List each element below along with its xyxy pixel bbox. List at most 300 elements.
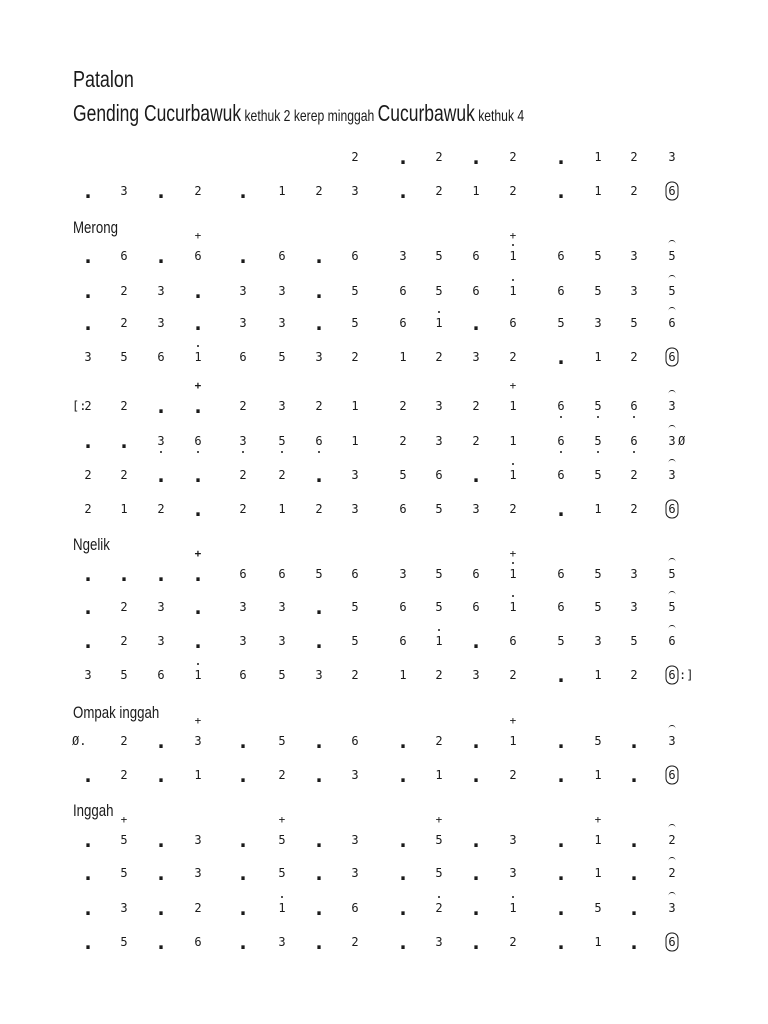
- note: [304, 665, 334, 685]
- note: [461, 465, 491, 485]
- note: [73, 499, 103, 519]
- kenong-mark: [279, 814, 286, 825]
- note-value: 6: [278, 567, 286, 581]
- note-value: 2: [509, 350, 517, 364]
- note-value: 6: [630, 396, 637, 416]
- note-value: 2: [84, 399, 92, 413]
- note-value: 6: [472, 567, 480, 581]
- rest-dot: .: [191, 595, 205, 619]
- note-value: 6: [509, 316, 517, 330]
- note: [583, 665, 613, 685]
- kenong-mark: [510, 548, 517, 559]
- gong-circle-mark: [665, 348, 678, 367]
- note-value: 1: [594, 502, 602, 516]
- note-value: 1 +: [594, 830, 601, 850]
- notation-row: [0, 465, 768, 485]
- note-value: 6: [399, 634, 407, 648]
- note: [583, 396, 613, 416]
- note-value: 3: [157, 284, 165, 298]
- rest-dot: .: [154, 179, 168, 203]
- note-value: 2: [509, 502, 517, 516]
- notation-row: [0, 499, 768, 519]
- note-value: 2: [509, 184, 517, 198]
- note: [109, 313, 139, 333]
- note: [546, 313, 576, 333]
- rest-dot: .: [81, 311, 95, 335]
- low-octave-dot: [597, 451, 599, 453]
- note-value: 2: [472, 399, 480, 413]
- note: [424, 731, 454, 751]
- high-octave-dot: [512, 595, 514, 597]
- note-value: 5: [594, 567, 602, 581]
- rest-dot: .: [81, 763, 95, 787]
- note-value: 3: [84, 350, 92, 364]
- note-value: 6: [557, 468, 565, 482]
- note-value: 3: [239, 316, 247, 330]
- note-value: 2: [194, 901, 202, 915]
- piece-title: Patalon: [73, 66, 134, 92]
- note-value: 2: [120, 734, 128, 748]
- note-value: 3: [351, 184, 359, 198]
- low-octave-dot: [633, 416, 635, 418]
- note-value: 6: [668, 499, 675, 519]
- high-octave-dot: [438, 311, 440, 313]
- kenong-mark: [195, 230, 202, 241]
- note-value: 1 +: [509, 396, 516, 416]
- rest-dot: .: [236, 861, 250, 885]
- note-value: 1: [509, 434, 517, 448]
- rest-dot: .: [554, 729, 568, 753]
- note-value: 2: [509, 668, 517, 682]
- note: [546, 830, 576, 850]
- note-value: 5: [594, 734, 602, 748]
- note: [461, 147, 491, 167]
- note: [183, 181, 213, 201]
- note: [340, 465, 370, 485]
- gong-circle-mark: [665, 666, 678, 685]
- note: [583, 431, 613, 451]
- note: [461, 246, 491, 266]
- note: [546, 665, 576, 685]
- note-value: 6: [351, 901, 359, 915]
- note: [73, 631, 103, 651]
- note: [498, 765, 528, 785]
- note: [73, 431, 103, 451]
- note: [461, 564, 491, 584]
- note: [228, 431, 258, 451]
- note: [657, 147, 687, 167]
- rest-dot: .: [191, 497, 205, 521]
- note-value: 3: [399, 249, 407, 263]
- note-value: 3: [668, 465, 675, 485]
- note: [546, 731, 576, 751]
- rest-dot: .: [469, 145, 483, 169]
- note-value: 2: [239, 502, 247, 516]
- note: [424, 830, 454, 850]
- note: [146, 465, 176, 485]
- note: [228, 631, 258, 651]
- note-value: 1: [435, 631, 442, 651]
- note: [228, 281, 258, 301]
- gending-form: kethuk 2 kerep minggah: [241, 108, 378, 125]
- note-value: 2: [668, 863, 675, 883]
- rest-dot: .: [154, 394, 168, 418]
- rest-dot: .: [154, 562, 168, 586]
- rest-dot: .: [312, 595, 326, 619]
- note: [267, 347, 297, 367]
- note-value: 1: [351, 399, 359, 413]
- note-value: 5: [594, 600, 602, 614]
- gong-arc-mark: [668, 824, 675, 828]
- note-value: 6: [239, 567, 247, 581]
- rest-dot: .: [312, 463, 326, 487]
- note: [583, 731, 613, 751]
- note-value: 6: [509, 634, 517, 648]
- rest-dot: .: [191, 629, 205, 653]
- note: [109, 898, 139, 918]
- note: [583, 147, 613, 167]
- rest-dot: .: [81, 629, 95, 653]
- gong-arc-mark: [668, 240, 675, 244]
- rest-dot: .: [154, 763, 168, 787]
- note-value: 1: [120, 502, 128, 516]
- note-value: 2: [120, 634, 128, 648]
- note: [546, 431, 576, 451]
- note-value: 5: [278, 734, 286, 748]
- note-value: 2: [120, 600, 128, 614]
- note: [461, 898, 491, 918]
- note-value: 6: [120, 249, 128, 263]
- note: [267, 932, 297, 952]
- note: [109, 932, 139, 952]
- rest-dot: .: [469, 763, 483, 787]
- note: [146, 431, 176, 451]
- note: [619, 830, 649, 850]
- note-value: 3: [435, 434, 443, 448]
- note: [183, 281, 213, 301]
- note: [146, 665, 176, 685]
- note-value: 5 +: [278, 830, 285, 850]
- note-value: 1: [399, 668, 407, 682]
- note: [424, 465, 454, 485]
- note: [109, 431, 139, 451]
- note: [619, 564, 649, 584]
- note: [73, 281, 103, 301]
- rest-dot: .: [554, 663, 568, 687]
- note: [228, 564, 258, 584]
- rest-dot: .: [627, 763, 641, 787]
- note-value: 5: [399, 468, 407, 482]
- rest-dot: .: [312, 311, 326, 335]
- note: [424, 765, 454, 785]
- notation-row: [0, 731, 768, 751]
- note-value: 3: [630, 284, 638, 298]
- note-value: 1: [509, 597, 516, 617]
- notation-row: [0, 898, 768, 918]
- note-value: 3: [84, 668, 92, 682]
- rest-dot: .: [81, 828, 95, 852]
- rest-dot: .: [312, 279, 326, 303]
- gending-name: Gending Cucurbawuk: [73, 100, 242, 126]
- note: [304, 465, 334, 485]
- note-value: 6: [630, 431, 637, 451]
- note: [183, 631, 213, 651]
- note-value: 6: [194, 935, 202, 949]
- notation-row: [0, 765, 768, 785]
- note: [340, 631, 370, 651]
- note-value: 2: [239, 468, 247, 482]
- note: [546, 396, 576, 416]
- note: [657, 564, 687, 584]
- notation-row: [0, 863, 768, 883]
- repeat-start-mark: Ø.: [72, 734, 87, 748]
- note-value: 3: [194, 833, 202, 847]
- low-octave-dot: [281, 451, 283, 453]
- note-value: 3: [668, 150, 676, 164]
- note-value: 5: [594, 396, 601, 416]
- note: [546, 765, 576, 785]
- note-value: 1: [594, 935, 602, 949]
- note: [73, 181, 103, 201]
- note: [228, 465, 258, 485]
- note-value: 2: [630, 468, 638, 482]
- gong-arc-mark: [668, 459, 675, 463]
- rest-dot: .: [396, 763, 410, 787]
- rest-dot: . +: [192, 396, 204, 416]
- note-value: 5: [120, 935, 128, 949]
- note: [619, 147, 649, 167]
- note: [424, 396, 454, 416]
- note: [304, 313, 334, 333]
- note-value: 3: [472, 350, 480, 364]
- note: [183, 246, 213, 266]
- rest-dot: .: [81, 896, 95, 920]
- note: [657, 863, 687, 883]
- note: [267, 665, 297, 685]
- kenong-mark: [121, 814, 128, 825]
- note: [388, 665, 418, 685]
- note: [109, 597, 139, 617]
- note: [183, 665, 213, 685]
- note-value: 3: [351, 866, 359, 880]
- notation-row: [0, 830, 768, 850]
- rest-dot: .: [312, 896, 326, 920]
- notation-row: [0, 181, 768, 201]
- note: [146, 731, 176, 751]
- section-label: Merong: [73, 218, 118, 237]
- note: [109, 765, 139, 785]
- note: [498, 564, 528, 584]
- note-value: 6: [472, 249, 480, 263]
- rest-dot: .: [236, 930, 250, 954]
- note: [498, 431, 528, 451]
- note: [498, 499, 528, 519]
- note: [424, 665, 454, 685]
- gong-circle-mark: [665, 500, 678, 519]
- kenong-mark: [595, 814, 602, 825]
- note-value: 1 +: [509, 731, 516, 751]
- note: [461, 830, 491, 850]
- note-value: 2: [399, 434, 407, 448]
- note-value: 2: [435, 668, 443, 682]
- note: [461, 631, 491, 651]
- note: [340, 313, 370, 333]
- note-value: 1: [594, 150, 602, 164]
- note: [388, 830, 418, 850]
- note: [424, 281, 454, 301]
- note: [340, 246, 370, 266]
- note-value: 1: [594, 350, 602, 364]
- note-value: 5: [435, 567, 443, 581]
- note: [546, 181, 576, 201]
- note-value: 1: [594, 768, 602, 782]
- note-value: 6: [351, 249, 359, 263]
- note: [304, 499, 334, 519]
- note: [619, 396, 649, 416]
- note: [228, 396, 258, 416]
- rest-dot: .: [627, 896, 641, 920]
- low-octave-dot: [597, 416, 599, 418]
- note-value: 2: [668, 830, 675, 850]
- rest-dot: .: [154, 463, 168, 487]
- note: [619, 347, 649, 367]
- note: [546, 631, 576, 651]
- note-value: 6: [399, 284, 407, 298]
- note: [424, 431, 454, 451]
- kenong-mark: [510, 380, 517, 391]
- note: [228, 932, 258, 952]
- note: [583, 631, 613, 651]
- note: [267, 499, 297, 519]
- note: [267, 431, 297, 451]
- note: [388, 465, 418, 485]
- rest-dot: .: [81, 562, 95, 586]
- note: [73, 347, 103, 367]
- note-value: 2: [630, 150, 638, 164]
- note-value: 6: [194, 431, 201, 451]
- note: [267, 465, 297, 485]
- rest-dot: .: [396, 729, 410, 753]
- rest-dot: .: [154, 244, 168, 268]
- rest-dot: .: [627, 828, 641, 852]
- note: [146, 765, 176, 785]
- rest-dot: .: [236, 244, 250, 268]
- note-value: 2: [630, 350, 638, 364]
- note-value: 2: [351, 150, 359, 164]
- note-value: 3: [278, 399, 286, 413]
- low-octave-dot: [160, 451, 162, 453]
- note-value: 1: [594, 668, 602, 682]
- note-value: 1: [194, 768, 202, 782]
- high-octave-dot: [512, 244, 514, 246]
- note-value: 6: [557, 284, 565, 298]
- note-value: 2: [120, 316, 128, 330]
- low-octave-dot: [633, 451, 635, 453]
- inggah-form: kethuk 4: [474, 108, 525, 125]
- note-value: 5: [435, 502, 443, 516]
- note: [340, 347, 370, 367]
- note: [583, 863, 613, 883]
- note-value: 3: [472, 502, 480, 516]
- notation-row: [0, 431, 768, 451]
- note: [109, 564, 139, 584]
- note-value: 1: [472, 184, 480, 198]
- rest-dot: .: [554, 896, 568, 920]
- note-value: 2: [509, 150, 517, 164]
- note: [146, 932, 176, 952]
- note: [109, 246, 139, 266]
- note-value: 6: [668, 665, 675, 685]
- note: [388, 246, 418, 266]
- note-value: 3: [509, 866, 517, 880]
- note-value: 2: [120, 399, 128, 413]
- note: [146, 631, 176, 651]
- note-value: 5: [594, 431, 601, 451]
- note: [424, 898, 454, 918]
- note: [304, 830, 334, 850]
- gong-circle-mark: [665, 933, 678, 952]
- note-value: 6: [239, 350, 247, 364]
- note-value: 3: [157, 431, 164, 451]
- note: [73, 863, 103, 883]
- note-value: 2: [399, 399, 407, 413]
- note: [498, 246, 528, 266]
- note: [304, 597, 334, 617]
- gong-arc-mark: [668, 390, 675, 394]
- note-value: 5: [668, 597, 675, 617]
- low-octave-dot: [318, 451, 320, 453]
- note-value: 2: [630, 668, 638, 682]
- note-value: 3 +: [194, 731, 201, 751]
- note: [583, 830, 613, 850]
- note-value: 3: [157, 600, 165, 614]
- note: [546, 347, 576, 367]
- note-value: 3: [239, 600, 247, 614]
- notation-row: [0, 665, 768, 685]
- note: [73, 313, 103, 333]
- note: [183, 465, 213, 485]
- note: [340, 499, 370, 519]
- gong-arc-mark: [668, 591, 675, 595]
- notation-row: [0, 597, 768, 617]
- note: [657, 281, 687, 301]
- note-value: 6: [557, 600, 565, 614]
- note: [583, 932, 613, 952]
- note: [388, 499, 418, 519]
- note-value: 2: [472, 434, 480, 448]
- rest-dot: .: [554, 763, 568, 787]
- rest-dot: .: [312, 828, 326, 852]
- note-value: 3: [315, 668, 323, 682]
- note: [73, 932, 103, 952]
- note: [228, 830, 258, 850]
- note: [388, 731, 418, 751]
- note-value: 3: [509, 833, 517, 847]
- note: [498, 731, 528, 751]
- gong-arc-mark: [668, 275, 675, 279]
- note-value: 6: [668, 932, 675, 952]
- note-value: 5: [315, 567, 323, 581]
- note: [304, 765, 334, 785]
- rest-dot: .: [554, 179, 568, 203]
- note-value: 2: [435, 150, 443, 164]
- note: [657, 313, 687, 333]
- note-value: 6: [557, 396, 564, 416]
- note: [498, 830, 528, 850]
- note: [657, 597, 687, 617]
- note: [183, 564, 213, 584]
- note: [340, 932, 370, 952]
